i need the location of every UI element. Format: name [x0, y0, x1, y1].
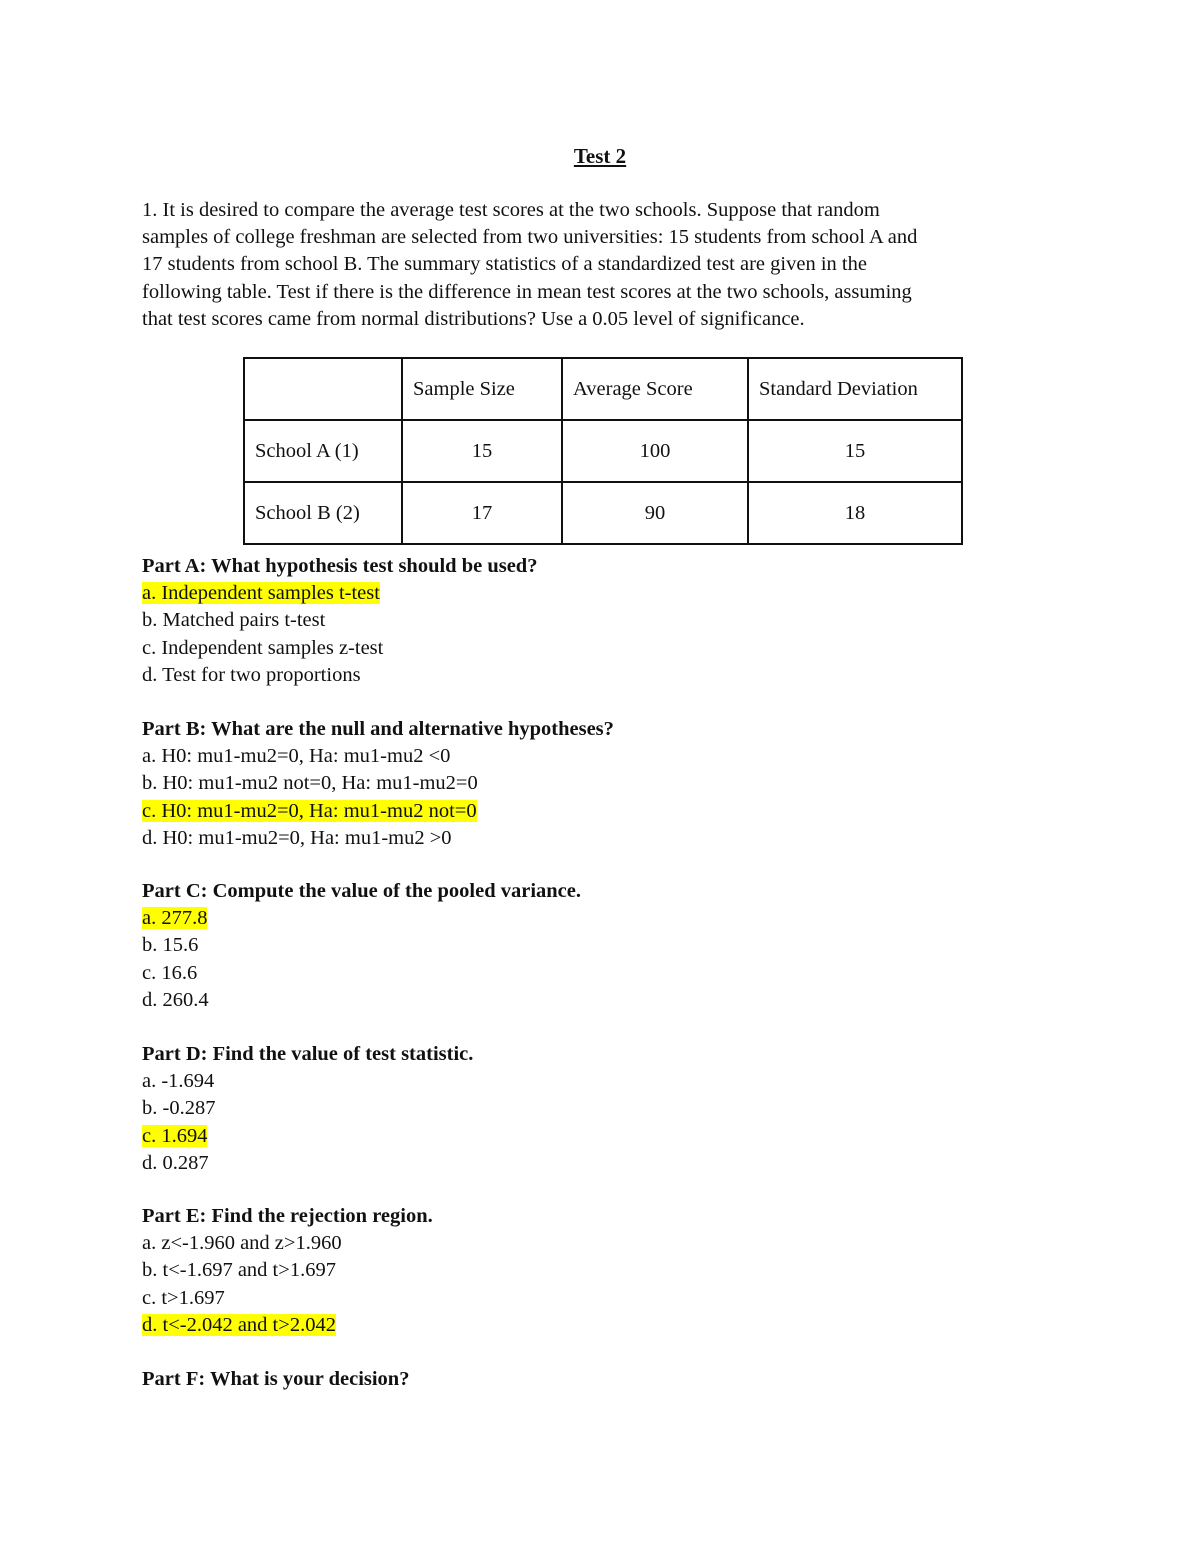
part-heading — [142, 1041, 1042, 1068]
part-heading — [142, 1203, 1042, 1230]
answer-option: d. H0: mu1-mu2=0, Ha: mu1-mu2 >0 — [142, 826, 452, 849]
answer-option: d. Test for two proportions — [142, 663, 361, 686]
part-label: Part D: — [142, 1043, 208, 1065]
part-label: Part E: — [142, 1205, 207, 1227]
answer-option: b. H0: mu1-mu2 not=0, Ha: mu1-mu2=0 — [142, 772, 478, 795]
question-line: following table. Test if there is the difference in mean test scores at the two schools, assuming — [142, 280, 912, 303]
answer-option: d. 0.287 — [142, 1151, 209, 1174]
answer-option: a. H0: mu1-mu2=0, Ha: mu1-mu2 <0 — [142, 745, 451, 768]
answer-option: b. Matched pairs t-test — [142, 609, 326, 632]
part-heading — [142, 878, 1042, 905]
question-line: 17 students from school B. The summary statistics of a standardized test are given in the — [142, 253, 867, 276]
table-row — [244, 420, 962, 482]
answer-option: a. -1.694 — [142, 1070, 215, 1093]
answer-option: c. t>1.697 — [142, 1286, 225, 1309]
question-line: that test scores came from normal distributions? Use a 0.05 level of significance. — [142, 307, 805, 330]
table-cell: 15 — [402, 420, 562, 482]
question-1 — [142, 197, 1042, 333]
part-b — [142, 716, 1042, 852]
part-heading — [142, 553, 1042, 580]
table-cell: 18 — [748, 482, 962, 544]
part-f — [142, 1366, 1042, 1393]
part-d — [142, 1041, 1042, 1177]
answer-option: b. t<-1.697 and t>1.697 — [142, 1259, 336, 1282]
part-question: What is your decision? — [209, 1368, 410, 1390]
table-cell: 90 — [562, 482, 748, 544]
table-cell: 100 — [562, 420, 748, 482]
table-cell: School B (2) — [244, 482, 402, 544]
part-c — [142, 878, 1042, 1014]
page-title: Test 2 — [573, 144, 627, 168]
table-header-cell — [244, 358, 402, 420]
table-cell: 15 — [748, 420, 962, 482]
answer-option: c. 16.6 — [142, 961, 198, 984]
question-line: 1. It is desired to compare the average test scores at the two schools. Suppose that random — [142, 199, 880, 221]
question-line: samples of college freshman are selected from two universities: 15 students from school A and — [142, 226, 918, 249]
table-header-cell: Sample Size — [402, 358, 562, 420]
part-label: Part F: — [142, 1368, 206, 1390]
part-heading — [142, 1366, 1042, 1393]
table-header-cell: Average Score — [562, 358, 748, 420]
part-label: Part B: — [142, 718, 207, 740]
table-header-row — [244, 358, 962, 420]
highlighted-answer-option: a. 277.8 — [142, 907, 208, 930]
answer-option: b. 15.6 — [142, 934, 199, 957]
part-e — [142, 1203, 1042, 1339]
answer-option: d. 260.4 — [142, 988, 209, 1011]
answer-option: b. -0.287 — [142, 1097, 216, 1120]
part-question: Find the rejection region. — [211, 1205, 433, 1227]
table-cell: 17 — [402, 482, 562, 544]
part-a — [142, 553, 1042, 689]
answer-option: a. z<-1.960 and z>1.960 — [142, 1232, 342, 1255]
part-question: What are the null and alternative hypotheses? — [211, 718, 614, 740]
part-question: Find the value of test statistic. — [212, 1043, 474, 1065]
part-heading — [142, 716, 1042, 743]
part-label: Part C: — [142, 880, 208, 902]
table-header-cell: Standard Deviation — [748, 358, 962, 420]
answer-option: c. Independent samples z-test — [142, 636, 384, 659]
summary-statistics-table — [243, 357, 963, 545]
highlighted-answer-option: a. Independent samples t-test — [142, 582, 380, 605]
highlighted-answer-option: c. 1.694 — [142, 1124, 208, 1147]
part-label: Part A: — [142, 555, 207, 577]
highlighted-answer-option: c. H0: mu1-mu2=0, Ha: mu1-mu2 not=0 — [142, 799, 477, 822]
part-question: What hypothesis test should be used? — [211, 555, 538, 577]
table-cell: School A (1) — [244, 420, 402, 482]
highlighted-answer-option: d. t<-2.042 and t>2.042 — [142, 1313, 336, 1336]
table-row — [244, 482, 962, 544]
part-question: Compute the value of the pooled variance. — [212, 880, 581, 902]
